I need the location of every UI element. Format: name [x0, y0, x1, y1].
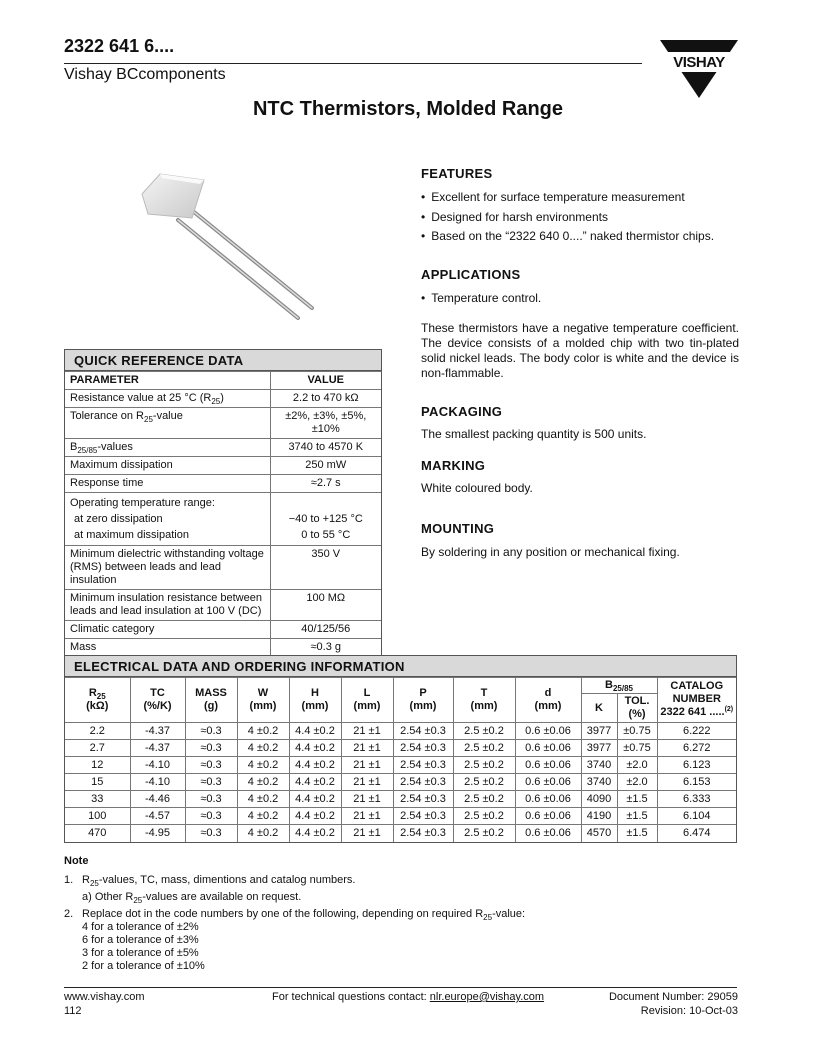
table-cell: 2.5 ±0.2 [453, 808, 515, 825]
table-cell: 4090 [581, 791, 617, 808]
table-cell: 2.54 ±0.3 [393, 740, 453, 757]
parameter-cell: $B_{25/85}$-values [65, 439, 270, 457]
value-cell: ≈2.7 s [270, 475, 381, 493]
value-cell: 3740 to 4570 K [270, 439, 381, 457]
table-cell: ±2.0 [617, 757, 657, 774]
parameter-cell: Response time [65, 475, 270, 493]
parameter-cell: Maximum dissipation [65, 457, 270, 475]
mounting-text: By soldering in any position or mechanical fixing. [421, 545, 680, 559]
table-cell: ±1.5 [617, 808, 657, 825]
table-row [65, 791, 736, 808]
table-row [65, 808, 736, 825]
table-cell: 6.272 [657, 740, 736, 757]
column-header-d: d (mm) [515, 678, 581, 723]
table-cell: 21 ±1 [341, 774, 393, 791]
table-cell: ≈0.3 [185, 808, 237, 825]
notes-heading: Note [64, 855, 89, 867]
note-2: 2. Replace dot in the code numbers by one of the following, depending on required $R_{25}$-value: [64, 908, 526, 922]
table-cell: 21 ±1 [341, 757, 393, 774]
feature-item: • Designed for harsh environments [421, 210, 608, 224]
table-row [65, 408, 381, 439]
value-cell: −40 to +125 °C 0 to 55 °C [270, 493, 381, 546]
table-cell: -4.46 [130, 791, 185, 808]
parameter-cell: Operating temperature range: at zero dissipation at maximum dissipation [65, 493, 270, 546]
table-cell: ±0.75 [617, 740, 657, 757]
parameter-cell: Tolerance on $R_{25}$-value [65, 408, 270, 439]
table-cell: 0.6 ±0.06 [515, 757, 581, 774]
table-cell: 0.6 ±0.06 [515, 740, 581, 757]
applications-heading: APPLICATIONS [421, 267, 521, 282]
table-cell: -4.10 [130, 774, 185, 791]
electrical-data-table [64, 655, 737, 843]
application-item: • Temperature control. [421, 291, 541, 305]
table-cell: ≈0.3 [185, 825, 237, 842]
marking-text: White coloured body. [421, 481, 533, 495]
column-header-p: P (mm) [393, 678, 453, 723]
footer-website[interactable]: www.vishay.com [64, 991, 145, 1003]
tolerance-option: 6 for a tolerance of ±3% [82, 934, 199, 946]
notes-section [64, 855, 664, 973]
column-header-mass: MASS (g) [185, 678, 237, 723]
table-cell: 6.333 [657, 791, 736, 808]
table-row [65, 439, 381, 457]
table-row [65, 621, 381, 639]
table-cell: 4.4 ±0.2 [289, 774, 341, 791]
table-cell: 4 ±0.2 [237, 757, 289, 774]
table-cell: 12 [65, 757, 130, 774]
device-description: These thermistors have a negative temperature coefficient. The device consists of a molded chip with two tin-plated solid nickel leads. The body color is white and the device is non-flammable. [421, 321, 739, 380]
mounting-heading: MOUNTING [421, 521, 495, 536]
table-cell: 100 [65, 808, 130, 825]
parameter-cell: Climatic category [65, 621, 270, 639]
table-cell: -4.10 [130, 757, 185, 774]
table-cell: 4 ±0.2 [237, 740, 289, 757]
table-cell: 4.4 ±0.2 [289, 808, 341, 825]
vishay-logo [656, 38, 742, 100]
table-cell: 6.474 [657, 825, 736, 842]
value-cell: 350 V [270, 546, 381, 590]
page-title: NTC Thermistors, Molded Range [252, 98, 564, 120]
table-cell: ±1.5 [617, 791, 657, 808]
table-cell: 470 [65, 825, 130, 842]
table-cell: 4 ±0.2 [237, 808, 289, 825]
column-header-k: K [581, 694, 617, 723]
product-image [120, 160, 330, 330]
table-cell: 2.5 ±0.2 [453, 757, 515, 774]
column-header-l: L (mm) [341, 678, 393, 723]
table-cell: -4.37 [130, 740, 185, 757]
table-cell: 21 ±1 [341, 825, 393, 842]
footer-page-number: 112 [64, 1005, 82, 1017]
table-cell: -4.57 [130, 808, 185, 825]
table-cell: 2.54 ±0.3 [393, 774, 453, 791]
table-row [65, 723, 736, 740]
footer-doc-number: Document Number: 29059 [608, 991, 738, 1003]
note-2-options [64, 921, 664, 973]
table-cell: 4 ±0.2 [237, 774, 289, 791]
table-row [65, 740, 736, 757]
table-cell: 2.2 [65, 723, 130, 740]
part-number: 2322 641 6.... [64, 36, 175, 56]
feature-item: • Based on the “2322 640 0....” naked thermistor chips. [421, 229, 714, 243]
table-cell: 3977 [581, 740, 617, 757]
table-cell: 2.5 ±0.2 [453, 723, 515, 740]
table-cell: 6.104 [657, 808, 736, 825]
table-cell: 21 ±1 [341, 740, 393, 757]
table-cell: 4.4 ±0.2 [289, 825, 341, 842]
table-cell: 2.5 ±0.2 [453, 825, 515, 842]
table-cell: 4.4 ±0.2 [289, 757, 341, 774]
column-header-value: VALUE [270, 372, 381, 390]
value-cell: 100 MΩ [270, 590, 381, 621]
table-row [65, 825, 736, 842]
note-1: 1. $R_{25}$-values, TC, mass, dimentions and catalog numbers. [64, 874, 356, 888]
table-cell: 2.7 [65, 740, 130, 757]
table-cell: 0.6 ±0.06 [515, 774, 581, 791]
table-cell: 21 ±1 [341, 723, 393, 740]
table-cell: 2.5 ±0.2 [453, 791, 515, 808]
table-cell: 4.4 ±0.2 [289, 740, 341, 757]
table-cell: ≈0.3 [185, 774, 237, 791]
table-cell: 2.54 ±0.3 [393, 757, 453, 774]
table-cell: 4 ±0.2 [237, 825, 289, 842]
table-cell: 21 ±1 [341, 808, 393, 825]
table-cell: ≈0.3 [185, 723, 237, 740]
column-header-r25: $R_{25}$ (kΩ) [65, 678, 130, 723]
table-cell: 2.5 ±0.2 [453, 740, 515, 757]
table-cell: -4.95 [130, 825, 185, 842]
value-cell: 250 mW [270, 457, 381, 475]
table-cell: 3740 [581, 774, 617, 791]
electrical-data-title: ELECTRICAL DATA AND ORDERING INFORMATION [65, 656, 736, 677]
manufacturer-name: Vishay BCcomponents [64, 66, 226, 83]
table-cell: 4 ±0.2 [237, 723, 289, 740]
column-header-tol: TOL. (%) [617, 694, 657, 723]
packaging-heading: PACKAGING [421, 404, 503, 419]
table-cell: 6.153 [657, 774, 736, 791]
table-cell: 4.4 ±0.2 [289, 791, 341, 808]
logo-text: VISHAY [673, 54, 725, 71]
table-cell: 6.222 [657, 723, 736, 740]
column-header-catalog: CATALOG NUMBER 2322 641 .....$^{(2)}$ [657, 678, 736, 723]
table-cell: 2.54 ±0.3 [393, 825, 453, 842]
footer-revision: Revision: 10-Oct-03 [640, 1005, 738, 1017]
table-cell: 0.6 ±0.06 [515, 723, 581, 740]
table-cell: 3740 [581, 757, 617, 774]
note-1a: a) Other $R_{25}$-values are available on request. [82, 891, 302, 905]
table-cell: 4.4 ±0.2 [289, 723, 341, 740]
table-row [65, 774, 736, 791]
packaging-text: The smallest packing quantity is 500 units. [421, 427, 647, 441]
tolerance-option: 4 for a tolerance of ±2% [82, 921, 199, 933]
value-cell: ≈0.3 g [270, 639, 381, 657]
tolerance-option: 2 for a tolerance of ±10% [82, 960, 205, 972]
contact-email-link[interactable]: nlr.europe@vishay.com [429, 991, 545, 1003]
parameter-cell: Resistance value at 25 °C $(R_{25})$ [65, 390, 270, 408]
parameter-cell: Minimum dielectric withstanding voltage (RMS) between leads and lead insulation [65, 546, 270, 590]
table-cell: 2.54 ±0.3 [393, 723, 453, 740]
table-cell: -4.37 [130, 723, 185, 740]
table-cell: 0.6 ±0.06 [515, 791, 581, 808]
table-row [65, 390, 381, 408]
footer-contact: For technical questions contact: nlr.europe@vishay.com [272, 991, 545, 1003]
value-cell: 40/125/56 [270, 621, 381, 639]
table-cell: 21 ±1 [341, 791, 393, 808]
table-cell: 15 [65, 774, 130, 791]
table-cell: 33 [65, 791, 130, 808]
table-cell: 2.54 ±0.3 [393, 808, 453, 825]
table-cell: ±2.0 [617, 774, 657, 791]
table-cell: 2.5 ±0.2 [453, 774, 515, 791]
quick-reference-table [64, 349, 382, 657]
table-cell: 4570 [581, 825, 617, 842]
quick-reference-title: QUICK REFERENCE DATA [65, 350, 381, 371]
table-cell: 4 ±0.2 [237, 791, 289, 808]
header-rule [64, 63, 642, 64]
marking-heading: MARKING [421, 458, 486, 473]
column-header-h: H (mm) [289, 678, 341, 723]
table-cell: 6.123 [657, 757, 736, 774]
parameter-cell: Mass [65, 639, 270, 657]
column-header-t: T (mm) [453, 678, 515, 723]
column-header-tc: TC (%/K) [130, 678, 185, 723]
feature-item: • Excellent for surface temperature measurement [421, 190, 685, 204]
table-cell: 3977 [581, 723, 617, 740]
table-row [65, 639, 381, 657]
table-row [65, 457, 381, 475]
table-cell: ±1.5 [617, 825, 657, 842]
column-header-parameter: PARAMETER [65, 372, 270, 390]
table-cell: 0.6 ±0.06 [515, 825, 581, 842]
table-cell: 0.6 ±0.06 [515, 808, 581, 825]
table-cell: ≈0.3 [185, 757, 237, 774]
table-row [65, 475, 381, 493]
thermistor-illustration [120, 160, 330, 330]
table-row [65, 590, 381, 621]
tolerance-option: 3 for a tolerance of ±5% [82, 947, 199, 959]
table-cell: ≈0.3 [185, 740, 237, 757]
table-cell: ≈0.3 [185, 791, 237, 808]
table-row [65, 546, 381, 590]
table-cell: 2.54 ±0.3 [393, 791, 453, 808]
features-heading: FEATURES [421, 166, 493, 181]
table-row [65, 493, 381, 546]
column-header-w: W (mm) [237, 678, 289, 723]
parameter-cell: Minimum insulation resistance between leads and lead insulation at 100 V (DC) [65, 590, 270, 621]
footer-rule [64, 987, 737, 988]
value-cell: 2.2 to 470 kΩ [270, 390, 381, 408]
table-cell: 4190 [581, 808, 617, 825]
table-cell: ±0.75 [617, 723, 657, 740]
table-row [65, 757, 736, 774]
value-cell: ±2%, ±3%, ±5%, ±10% [270, 408, 381, 439]
column-header-b25-85: $B_{25/85}$ [581, 678, 657, 694]
